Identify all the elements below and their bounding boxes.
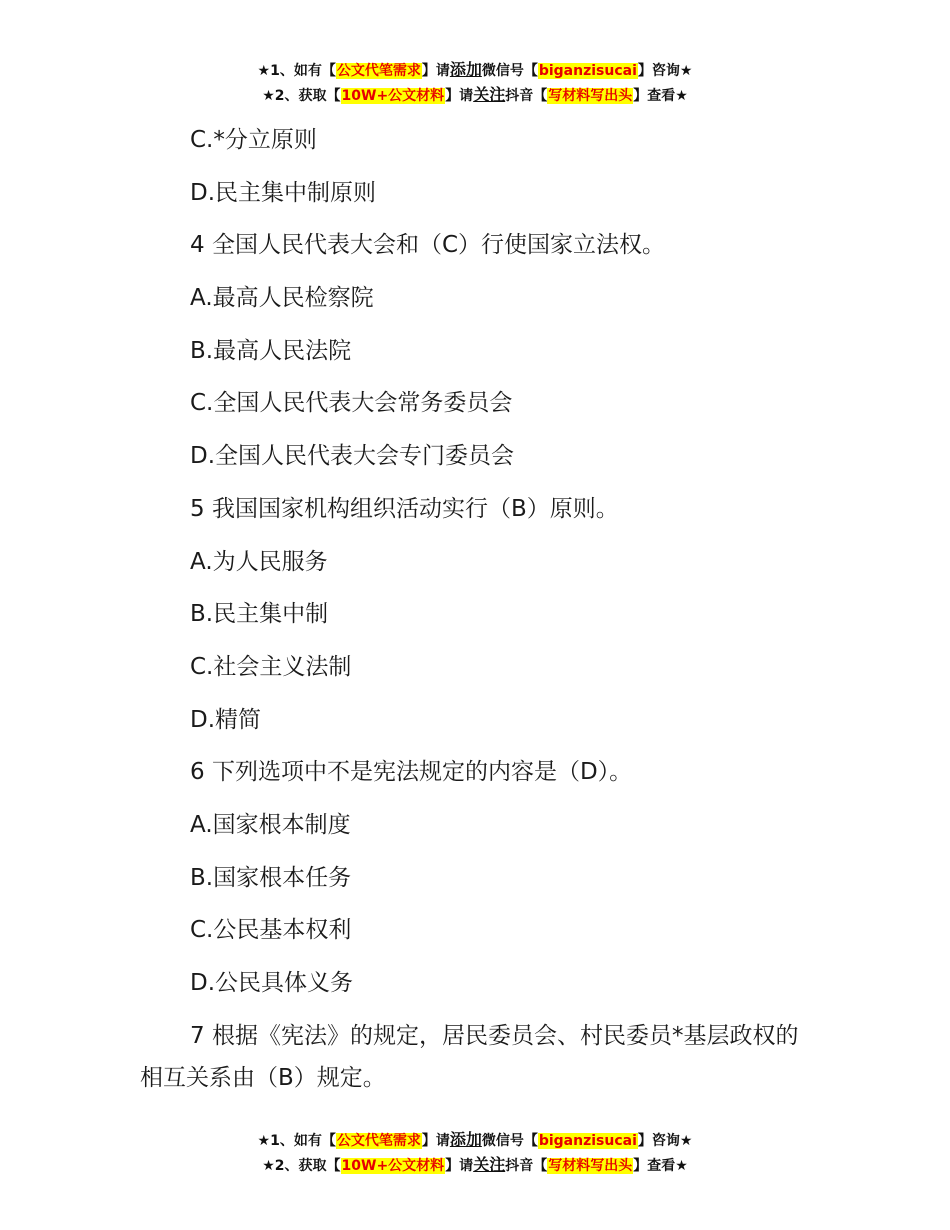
question-7: 7 根据《宪法》的规定，居民委员会、村民委员*基层政权的相互关系由（B）规定。: [140, 1022, 799, 1091]
question-4: 4 全国人民代表大会和（C）行使国家立法权。: [190, 232, 666, 259]
highlight-service: 公文代笔需求: [336, 1133, 421, 1149]
text-line: B.民主集中制: [190, 601, 329, 628]
highlight-materials: 10W+公文材料: [341, 1158, 445, 1174]
highlight-douyin: 写材料写出头: [548, 88, 633, 104]
footer-banner: [0, 1128, 950, 1178]
text-line: C.*分立原则: [190, 127, 317, 153]
highlight-service: 公文代笔需求: [336, 63, 421, 79]
document-body: [140, 114, 820, 1099]
text-line: D.全国人民代表大会专门委员会: [190, 443, 515, 470]
banner-line-1: ★1、如有【公文代笔需求】请添加微信号【biganzisucai】咨询★: [257, 1130, 693, 1149]
text-line: B.最高人民法院: [190, 337, 352, 364]
highlight-wechat-id: biganzisucai: [538, 63, 637, 79]
text-line: C.社会主义法制: [190, 653, 352, 680]
text-line: B.国家根本任务: [190, 864, 352, 891]
text-line: A.为人民服务: [190, 548, 328, 575]
question-5: 5 我国国家机构组织活动实行（B）原则。: [190, 495, 619, 522]
highlight-douyin: 写材料写出头: [548, 1158, 633, 1174]
banner-line-2: ★2、获取【10W+公文材料】请关注抖音【写材料写出头】查看★: [262, 1155, 688, 1174]
text-line: C.公民基本权利: [190, 917, 352, 944]
banner-line-1: ★1、如有【公文代笔需求】请添加微信号【biganzisucai】咨询★: [257, 60, 693, 79]
highlight-materials: 10W+公文材料: [341, 88, 445, 104]
banner-line-2: ★2、获取【10W+公文材料】请关注抖音【写材料写出头】查看★: [262, 85, 688, 104]
text-line: D.民主集中制原则: [190, 179, 377, 206]
text-line: C.全国人民代表大会常务委员会: [190, 390, 513, 417]
highlight-wechat-id: biganzisucai: [538, 1133, 637, 1149]
text-line: A.最高人民检察院: [190, 285, 374, 312]
header-banner: [0, 58, 950, 108]
question-6: 6 下列选项中不是宪法规定的内容是（D）。: [190, 759, 633, 786]
text-line: D.公民具体义务: [190, 970, 354, 996]
text-line: D.精简: [190, 706, 262, 733]
text-line: A.国家根本制度: [190, 811, 351, 838]
